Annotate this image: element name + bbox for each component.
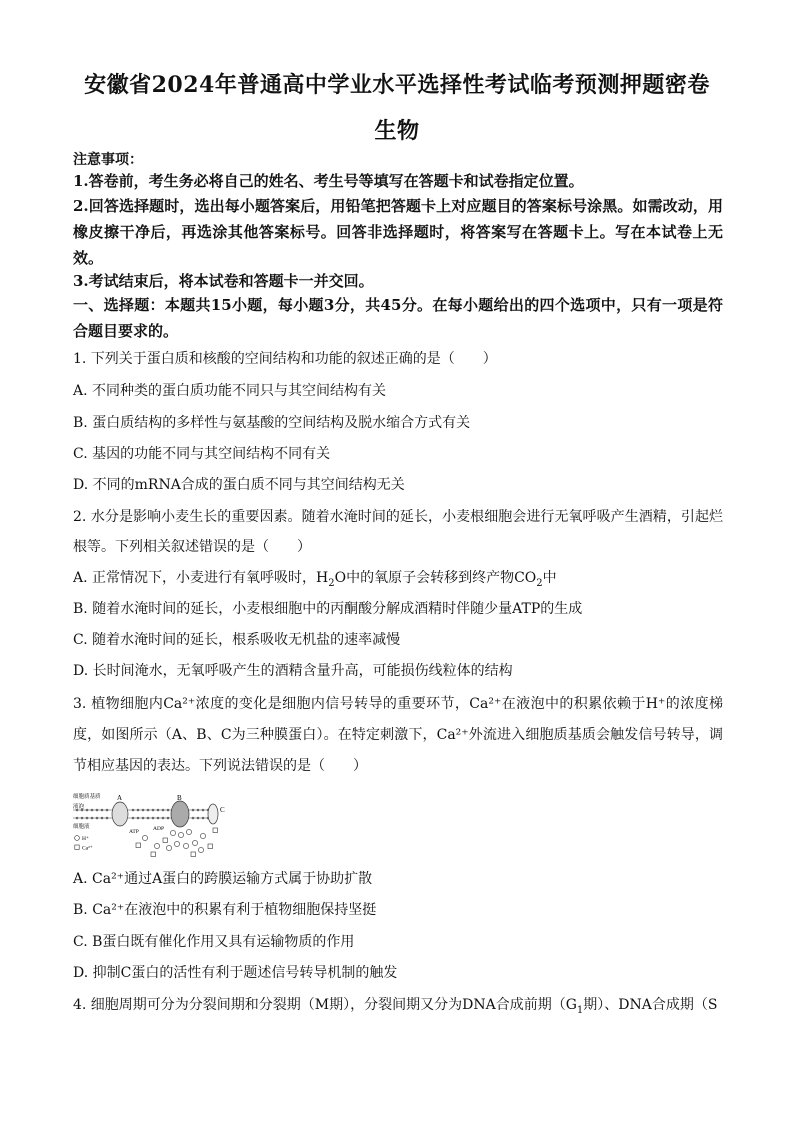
q4-stem-text-1: 4. 细胞周期可分为分裂间期和分裂期（M期），分裂间期又分为DNA合成前期（G [73,997,577,1013]
q2-option-b: B. 随着水淹时间的延长，小麦根细胞中的丙酮酸分解成酒精时伴随少量ATP的生成 [73,601,583,617]
q3-option-c: C. B蛋白既有催化作用又具有运输物质的作用 [73,934,355,950]
protein-a-label: A [117,794,123,802]
q2-option-c: C. 随着水淹时间的延长，根系吸收无机盐的速率减慢 [73,632,401,648]
subject-title: 生物 [374,118,420,144]
q1-option-d: D. 不同的mRNA合成的蛋白质不同与其空间结构无关 [73,477,405,493]
protein-b-label: B [177,794,182,802]
q3-option-b: B. Ca²⁺在液泡中的积累有利于植物细胞保持坚挺 [73,902,377,918]
protein-c [208,804,218,824]
q3-option-a: A. Ca²⁺通过A蛋白的跨膜运输方式属于协助扩散 [73,871,373,887]
legend-h-symbol [75,836,80,841]
section-heading: 一、选择题：本题共15小题，每小题3分，共45分。在每小题给出的四个选项中，只有一项是符合题目要求的。 [73,296,723,340]
q2-option-d: D. 长时间淹水，无氧呼吸产生的酒精含量升高，可能损伤线粒体的结构 [73,663,513,679]
q1-option-c: C. 基因的功能不同与其空间结构不同有关 [73,446,331,462]
membrane-transport-figure [73,788,233,860]
notice-item-2: 2.回答选择题时，选出每小题答案后，用铅笔把答题卡上对应题目的答案标号涂黑。如需改动，用橡皮擦干净后，再选涂其他答案标号。回答非选择题时，将答案写在答题卡上。写在本试卷上无效。 [73,197,723,267]
legend-ca-symbol [75,845,79,849]
cytoplasm-label: 细胞质基质 [73,794,101,800]
protein-c-label: C [220,806,225,814]
q1-stem: 1. 下列关于蛋白质和核酸的空间结构和功能的叙述正确的是（ ） [73,351,497,367]
notice-item-1: 1.答卷前，考生务必将自己的姓名、考生号等填写在答题卡和试卷指定位置。 [73,172,584,190]
q2-option-a-text-3: 中 [542,570,557,586]
q1-option-b: B. 蛋白质结构的多样性与氨基酸的空间结构及脱水缩合方式有关 [73,415,471,431]
legend-ca-label: Ca²⁺ [82,845,93,852]
q4-stem-sub: 1 [576,1004,584,1016]
q2-option-a [73,567,557,589]
cell-sap-label: 细胞液 [73,824,90,830]
q3-stem: 3. 植物细胞内Ca²⁺浓度的变化是细胞内信号转导的重要环节，Ca²⁺在液泡中的积累依赖于H⁺的浓度梯度，如图所示（A、B、C为三种膜蛋白）。在特定刺激下，Ca²⁺外流进入细胞质基质会触发信号转导，调节相应基因的表达。下列说法错误的是（ ） [73,696,723,774]
notice-item-3: 3.考试结束后，将本试卷和答题卡一并交回。 [73,272,374,290]
q2-option-a-sub-2: 2 [536,577,543,589]
vacuole-label: 液泡 [73,804,85,810]
protein-a [112,802,128,826]
q1-option-a: A. 不同种类的蛋白质功能不同只与其空间结构有关 [73,383,387,399]
h-ions [142,829,205,852]
q4-stem [73,994,717,1016]
q2-option-a-text-1: A. 正常情况下，小麦进行有氧呼吸时，H [73,570,329,586]
legend-h-label: H⁺ [82,836,89,842]
q3-option-d: D. 抑制C蛋白的活性有利于题述信号转导机制的触发 [73,965,398,981]
ca-ions [136,828,218,857]
notice-heading: 注意事项： [73,152,143,168]
q2-option-a-sub-1: 2 [328,577,335,589]
q2-option-a-text-2: O中的氧原子会转移到终产物CO [334,570,537,586]
atp-label: ATP [129,829,139,835]
q4-stem-text-2: 期）、DNA合成期（S [583,997,718,1013]
q2-stem: 2. 水分是影响小麦生长的重要因素。随着水淹时间的延长，小麦根细胞会进行无氧呼吸产生酒精，引起烂根等。下列相关叙述错误的是（ ） [73,509,723,555]
adp-label: ADP [153,826,165,832]
exam-title: 安徽省2024年普通高中学业水平选择性考试临考预测押题密卷 [84,72,710,98]
protein-b [171,801,189,827]
